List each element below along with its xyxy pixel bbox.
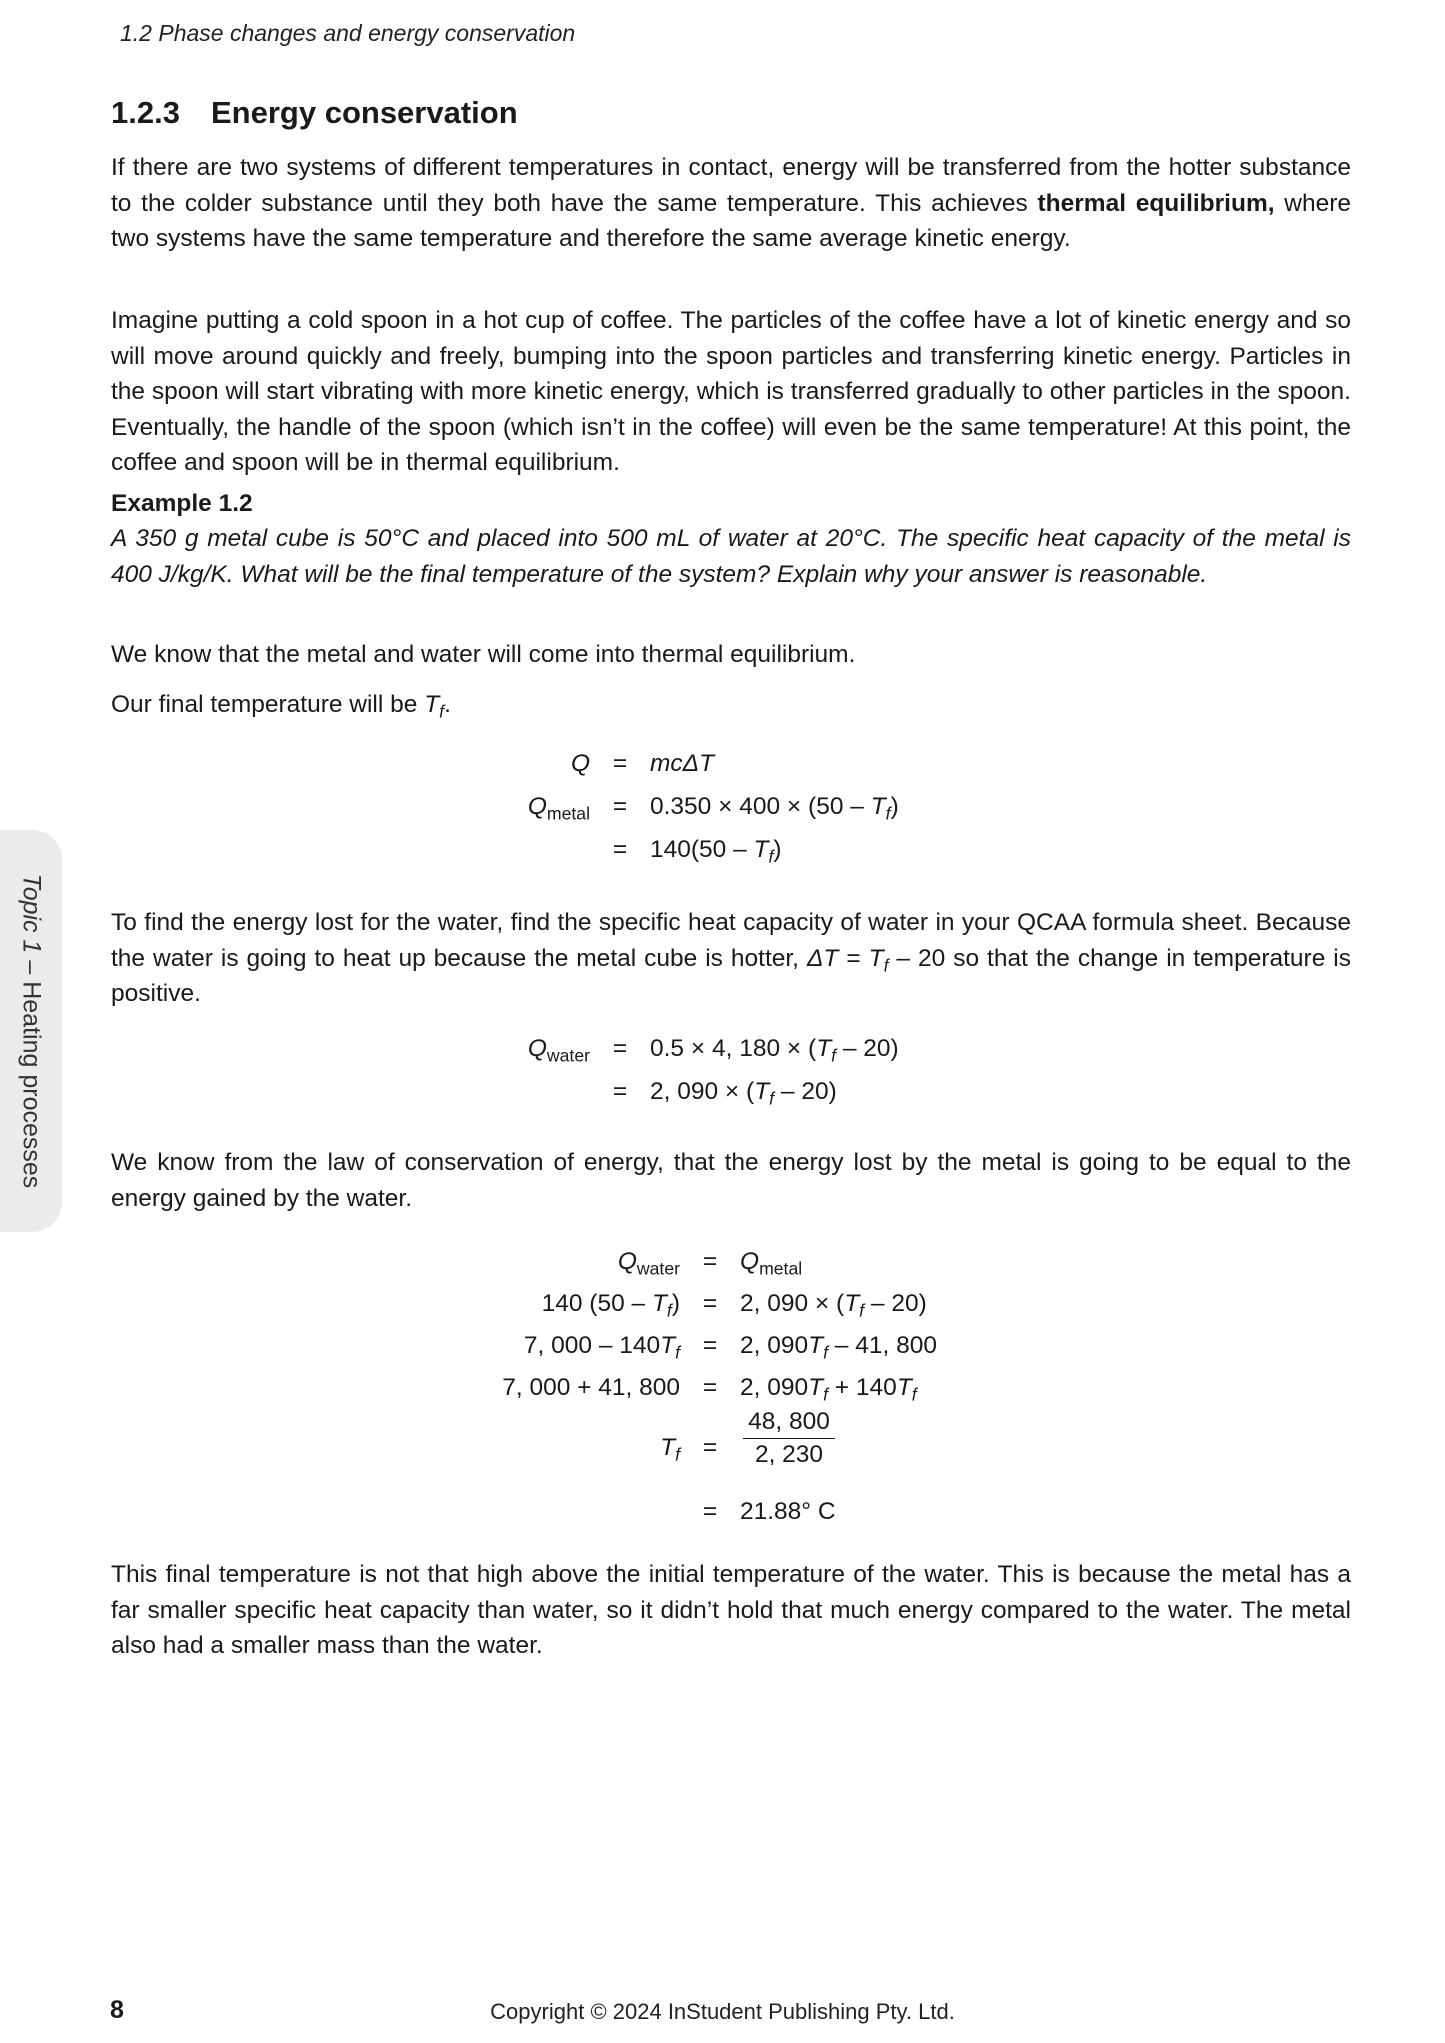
equation-block-water xyxy=(0,1035,1445,1125)
paragraph-equilibrium-statement xyxy=(111,637,1351,673)
fraction xyxy=(743,1408,835,1469)
equation-row: = $140(50 - T_f)$ xyxy=(612,836,782,867)
paragraph-conservation-law: We know from the law of conservation of energy, that the energy lost by the metal is going to be equal to the energy gained by the water. xyxy=(111,1149,1351,1212)
equation-row: = 2, $090 \times (T_f - 20)$ xyxy=(612,1078,837,1109)
paragraph-conclusion: This final temperature is not that high above the initial temperature of the water. This is because the metal has a far smaller specific heat capacity than water, so it didn’t hold that much energy compared to the water. The metal also had a smaller mass than the water. xyxy=(111,1561,1351,1659)
equation-row: $Q_{water}$ = $Q_{metal}$ xyxy=(617,1248,803,1279)
running-head: 1.2 Phase changes and energy conservation xyxy=(120,20,576,46)
para3-text: We know that the metal and water will come into thermal equilibrium. xyxy=(111,641,856,668)
para1-text-b: where two systems have the same temperature and therefore the same average kinetic energy. xyxy=(111,189,1351,252)
topic-title: Heating processes xyxy=(17,981,46,1189)
equation-row: = 21.88° C xyxy=(702,1498,836,1525)
topic-side-tab-label xyxy=(17,874,46,1189)
section-number: 1.2.3 xyxy=(111,95,180,130)
page-number: 8 xyxy=(110,1996,124,2024)
equation-row: 7, $000 - 140T_f$ = 2, $090T_f - 41$, 800 xyxy=(523,1332,937,1363)
paragraph-water-energy: To find the energy lost for the water, find the specific heat capacity of water in your QCAA formula sheet. Because the water is going to heat up because the metal cube is hotter, $\Delta T = T_f - 20$ so that the change in temperature is positive. xyxy=(111,909,1351,1007)
example-question: A 350 g metal cube is 50°C and placed into 500 mL of water at 20°C. The specific heat capacity of the metal is 400 J/kg/K. What will be the final temperature of the system? Explain why your answer is reasonable. xyxy=(111,525,1351,588)
fraction-denominator: 2, 230 xyxy=(754,1441,824,1468)
equation-row: $Q_{water}$ = 0.5 × 4, $180 \times (T_f - 20)$ xyxy=(527,1035,899,1066)
equation-row: 140 $(50 - T_f)$ = 2, $090 \times (T_f - 20)$ xyxy=(541,1290,927,1321)
topic-number: Topic 1 xyxy=(17,873,46,954)
topic-dash: – xyxy=(17,960,46,975)
paragraph-final-temp xyxy=(111,687,1351,723)
example-block xyxy=(111,487,1351,592)
paragraph-spoon-example xyxy=(111,303,1351,481)
equation-row: 7, 000 + 41, 800 = 2, $090T_f + 140T_f$ xyxy=(502,1374,917,1405)
section-heading xyxy=(111,95,518,131)
equation-block-solution xyxy=(0,1248,1445,1528)
equation-block-metal xyxy=(0,750,1445,880)
equation-row: $Q_{metal}$ = $0.350 \times 400 \times (50 - T_f)$ xyxy=(527,793,899,824)
para4-text-a: Our final temperature will be xyxy=(111,691,425,718)
equation-row: $T_f$ = xyxy=(660,1434,718,1465)
fraction-bar xyxy=(743,1438,835,1439)
fraction-numerator: 48, 800 xyxy=(748,1408,830,1435)
para2-text: Imagine putting a cold spoon in a hot cup of coffee. The particles of the coffee have a lot of kinetic energy and so will move around quickly and freely, bumping into the spoon particles and transferring kinetic energy. Particles in the spoon will start vibrating with more kinetic energy, which is transferred gradually to other particles in the spoon. Eventually, the handle of the spoon (which isn’t in the coffee) will even be the same temperature! At this point, the coffee and spoon will be in thermal equilibrium. xyxy=(111,307,1351,476)
tf-symbol: $T_f$ xyxy=(424,691,445,722)
section-title: Energy conservation xyxy=(211,95,518,130)
copyright-footer: Copyright © 2024 InStudent Publishing Pty. Ltd. xyxy=(490,1999,955,2024)
para1-bold-term: thermal equilibrium, xyxy=(1037,189,1275,217)
equation-row: Q = mcΔT xyxy=(570,750,715,777)
para1-text-a: If there are two systems of different temperatures in contact, energy will be transferred from the hotter substance to the colder substance until they both have the same temperature. This achieves xyxy=(111,154,1351,217)
example-heading: Example 1.2 xyxy=(111,490,253,517)
paragraph-thermal-equilibrium xyxy=(111,150,1351,257)
para4-text-b: . xyxy=(444,691,451,718)
